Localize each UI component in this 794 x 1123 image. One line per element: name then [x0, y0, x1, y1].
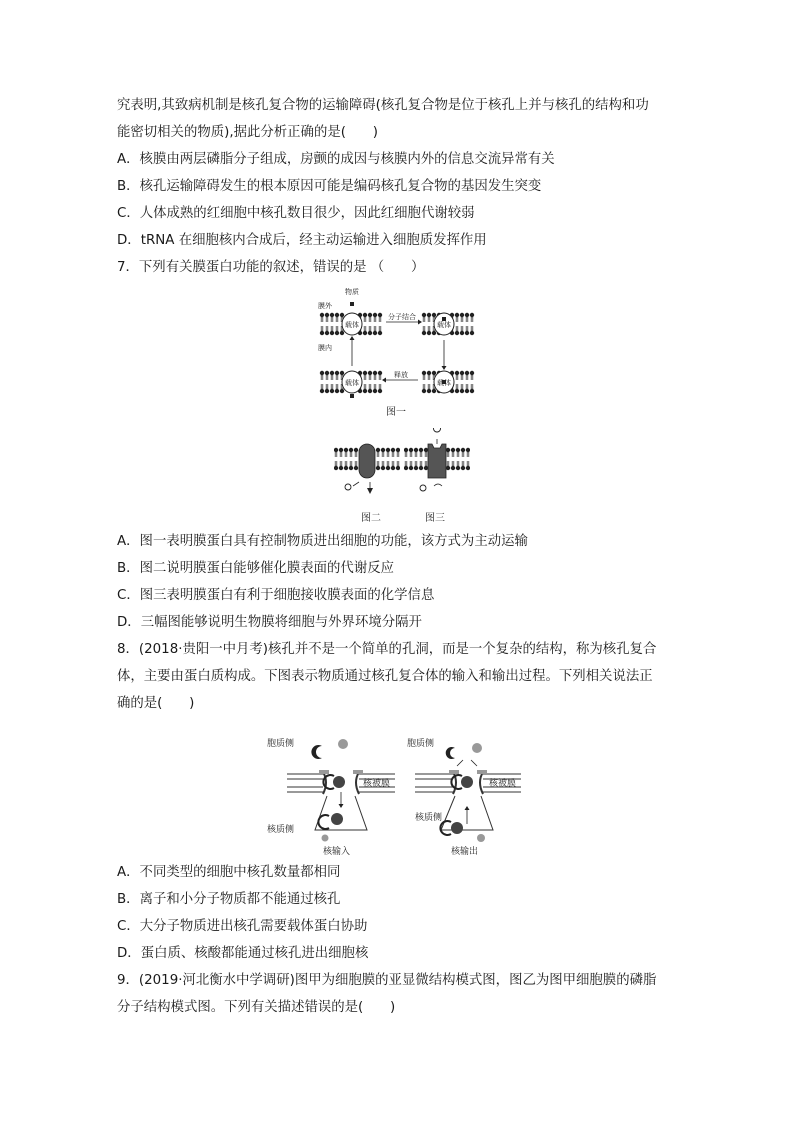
- label-outside: 膜外: [318, 302, 332, 310]
- q9-stem-line-2: 分子结构模式图。下列有关描述错误的是( ): [117, 1000, 396, 1015]
- label-inside: 膜内: [318, 344, 332, 352]
- export-cytoplasm-side-label: 胞质侧: [407, 739, 435, 749]
- label-release: 释放: [394, 371, 408, 379]
- q6-option-d: D．tRNA 在细胞核内合成后，经主动运输进入细胞质发挥作用: [117, 233, 487, 248]
- label-carrier-4: 载体: [437, 379, 451, 387]
- q8-stem-line-1: 8．(2018·贵阳一中月考)核孔并不是一个简单的孔洞，而是一个复杂的结构，称为核孔复合: [117, 642, 657, 657]
- label-carrier-2: 载体: [437, 321, 451, 329]
- nuclear-pore-figure: [267, 724, 529, 860]
- nuclear-import-panel: [267, 737, 395, 857]
- export-nucleoplasm-side-label: 核质侧: [415, 813, 443, 823]
- q8-option-d: D．蛋白质、核酸都能通过核孔进出细胞核: [117, 946, 369, 961]
- q6-stem-line-1: 究表明,其致病机制是核孔复合物的运输障碍(核孔复合物是位于核孔上并与核孔的结构和功: [117, 98, 649, 113]
- import-cytoplasm-side-label: 胞质侧: [267, 739, 295, 749]
- label-substance: 物质: [345, 288, 359, 296]
- figure3-caption: 图三: [425, 513, 445, 524]
- receptor-figure: [404, 428, 470, 500]
- q7-option-a: A．图一表明膜蛋白具有控制物质进出细胞的功能，该方式为主动运输: [117, 534, 528, 549]
- figure1-caption: 图一: [386, 407, 406, 418]
- q8-stem-line-2: 体，主要由蛋白质构成。下图表示物质通过核孔复合体的输入和输出过程。下列相关说法正: [117, 669, 653, 684]
- q7-option-c: C．图三表明膜蛋白有利于细胞接收膜表面的化学信息: [117, 588, 435, 603]
- nuclear-export-panel: [407, 737, 521, 857]
- import-caption: 核输入: [323, 847, 351, 857]
- q8-option-c: C．大分子物质进出核孔需要载体蛋白协助: [117, 919, 368, 934]
- q8-option-a: A．不同类型的细胞中核孔数量都相同: [117, 865, 341, 880]
- figure2-caption: 图二: [361, 513, 381, 524]
- import-nucleoplasm-side-label: 核质侧: [267, 825, 295, 835]
- export-caption: 核输出: [451, 847, 479, 857]
- label-carrier-1: 载体: [345, 321, 359, 329]
- label-carrier-3: 载体: [345, 379, 359, 387]
- export-nuclear-envelope-label: 核被膜: [489, 779, 517, 789]
- q8-stem-line-3: 确的是( ): [117, 696, 195, 711]
- q7-stem: 7．下列有关膜蛋白功能的叙述，错误的是 （ ）: [117, 260, 425, 275]
- enzyme-figure: [334, 442, 400, 500]
- import-nuclear-envelope-label: 核被膜: [363, 779, 391, 789]
- q7-option-b: B．图二说明膜蛋白能够催化膜表面的代谢反应: [117, 561, 394, 576]
- q7-option-d: D．三幅图能够说明生物膜将细胞与外界环境分隔开: [117, 615, 422, 630]
- label-bind: 分子结合: [388, 313, 416, 321]
- q6-stem-line-2: 能密切相关的物质),据此分析正确的是( ): [117, 125, 378, 140]
- carrier-cycle-figure: [314, 282, 480, 410]
- q6-option-b: B．核孔运输障碍发生的根本原因可能是编码核孔复合物的基因发生突变: [117, 179, 542, 194]
- q6-option-a: A．核膜由两层磷脂分子组成，房颤的成因与核膜内外的信息交流异常有关: [117, 152, 555, 167]
- q6-option-c: C．人体成熟的红细胞中核孔数目很少，因此红细胞代谢较弱: [117, 206, 475, 221]
- q9-stem-line-1: 9．(2019·河北衡水中学调研)图甲为细胞膜的亚显微结构模式图，图乙为图甲细胞膜的磷脂: [117, 973, 657, 988]
- q8-option-b: B．离子和小分子物质都不能通过核孔: [117, 892, 341, 907]
